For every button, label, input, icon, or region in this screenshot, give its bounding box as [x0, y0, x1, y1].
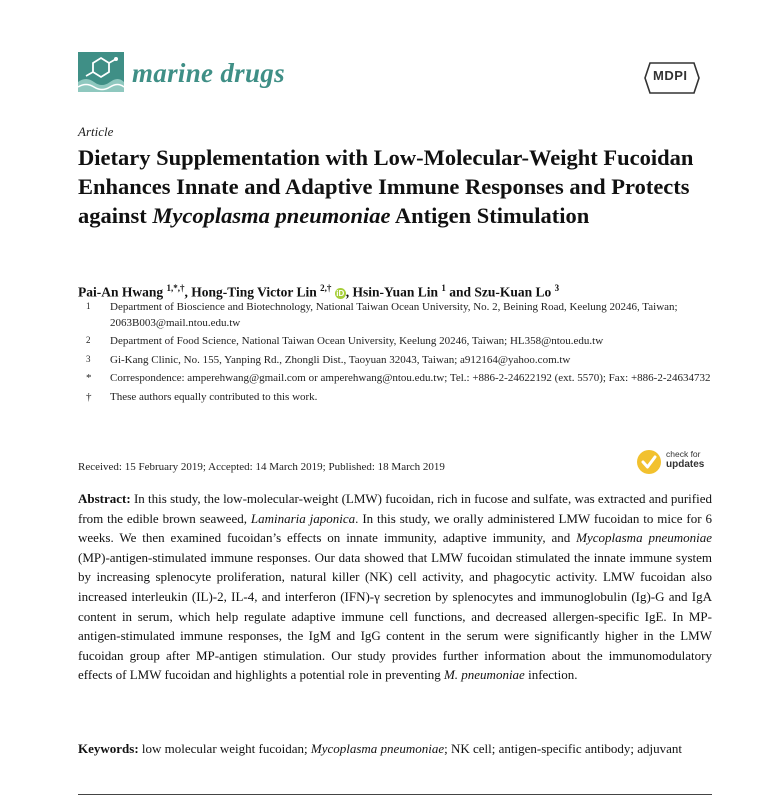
affiliation-mark: 2	[86, 335, 91, 345]
abstract-italic: Mycoplasma pneumoniae	[576, 530, 712, 546]
abstract-italic: M. pneumoniae	[443, 667, 525, 683]
author-separator: ,	[345, 284, 353, 300]
check-for-updates-label[interactable]	[666, 449, 704, 470]
affiliation-mark: 3	[86, 353, 91, 364]
affiliation-item	[86, 353, 716, 369]
affiliation-text: Department of Bioscience and Biotechnology, National Taiwan Ocean University, No. 2, Beining Road, Keelung 20246, Taiwan; 2063B003@mail.ntou.edu.tw	[110, 301, 678, 329]
affiliation-mark: †	[86, 390, 92, 403]
bottom-rule	[78, 794, 712, 795]
keywords-text: ; NK cell; antigen-specific antibody; adjuvant	[444, 741, 682, 756]
abstract-italic: Laminaria japonica	[250, 510, 356, 526]
affiliation-mark: *	[86, 372, 92, 384]
abstract-text: (MP)-antigen-stimulated immune responses. Our data showed that LMW fucoidan stimulated the innate immune system by increasing splenocyte proliferation, natural killer (NK) cell activity, and phagocytic activity. LMW fucoidan also increased interleukin (IL)-2, IL-4, and interferon (IFN)-γ secretion by splenocytes and immunoglobulin (Ig)-G and IgA content in serum, which help regulate adaptive immune cell functions, and decreased allergen-specific IgE. In MP-antigen-stimulated immune responses, the IgM and IgG content in the serum were significantly higher in the LMW fucoidan group after MP-antigen stimulation. Our study provides further information about the immunomodulatory effects of LMW fucoidan and highlights a potential role in preventing	[78, 549, 712, 683]
author-name[interactable]: Hsin-Yuan Lin	[352, 284, 438, 300]
affiliation-item	[86, 300, 716, 331]
author-separator: ,	[184, 284, 192, 300]
equal-contribution-note	[86, 390, 716, 406]
author-name[interactable]: Hong-Ting Victor Lin	[191, 284, 317, 300]
cfu-line1: check for	[666, 449, 701, 459]
affiliation-text: Department of Food Science, National Taiwan Ocean University, Keelung 20246, Taiwan; HL358@ntou.edu.tw	[110, 335, 604, 347]
author-sup: 2,†	[320, 283, 332, 293]
publication-dates: Received: 15 February 2019; Accepted: 14 March 2019; Published: 18 March 2019	[78, 461, 445, 473]
page-header	[78, 48, 718, 108]
author-name[interactable]: Szu-Kuan Lo	[474, 284, 552, 300]
orcid-icon[interactable]: iD	[336, 288, 345, 298]
keywords	[78, 739, 712, 759]
marine-drugs-logo-icon	[78, 52, 124, 92]
abstract-text: infection.	[524, 667, 578, 683]
author-sup: 3	[554, 283, 560, 293]
affiliations	[86, 300, 716, 408]
cfu-line2: updates	[666, 459, 705, 470]
equal-contribution-text: These authors equally contributed to this work.	[110, 390, 318, 403]
title-text-1: Dietary Supplementation with Low-Molecular-Weight Fucoidan Enhances Innate and Adaptive Immune Responses and Protects against	[78, 145, 694, 228]
keywords-italic: Mycoplasma pneumoniae	[310, 741, 445, 756]
affiliation-item	[86, 334, 716, 350]
article-type: Article	[78, 124, 114, 139]
title-text-2: Antigen Stimulation	[390, 203, 590, 228]
abstract-text: In this study, the low-molecular-weight (LMW) fucoidan, rich in fucose and sulfate, was extracted and purified from the edible brown seaweed,	[78, 491, 712, 526]
abstract-label: Abstract:	[78, 491, 131, 506]
keywords-label: Keywords:	[78, 741, 139, 756]
author-name[interactable]: Pai-An Hwang	[78, 284, 164, 300]
author-sup: 1	[441, 283, 446, 293]
correspondence-text: Correspondence: amperehwang@gmail.com or amperehwang@ntou.edu.tw; Tel.: +886-2-24622192 (ext. 5570); Fax: +886-2-24634732	[110, 372, 711, 384]
author-separator: and	[445, 284, 475, 300]
journal-name: marine drugs	[132, 58, 285, 88]
abstract-text: . In this study, we orally administered LMW fucoidan to mice for 6 weeks. We then examined fucoidan’s effects on innate immunity, adaptive immunity, and	[78, 510, 712, 546]
publisher-name: MDPI	[653, 68, 688, 83]
title-italic: Mycoplasma pneumoniae	[152, 203, 391, 228]
abstract	[78, 489, 712, 685]
author-sup: 1,*,†	[166, 283, 185, 293]
affiliation-mark: 1	[86, 301, 91, 311]
article-title	[78, 143, 718, 230]
correspondence	[86, 371, 716, 387]
keywords-text: low molecular weight fucoidan;	[138, 741, 311, 756]
author-list	[78, 279, 718, 302]
affiliation-text: Gi-Kang Clinic, No. 155, Yanping Rd., Zhongli Dist., Taoyuan 32043, Taiwan; a912164@yahoo.com.tw	[110, 353, 571, 366]
